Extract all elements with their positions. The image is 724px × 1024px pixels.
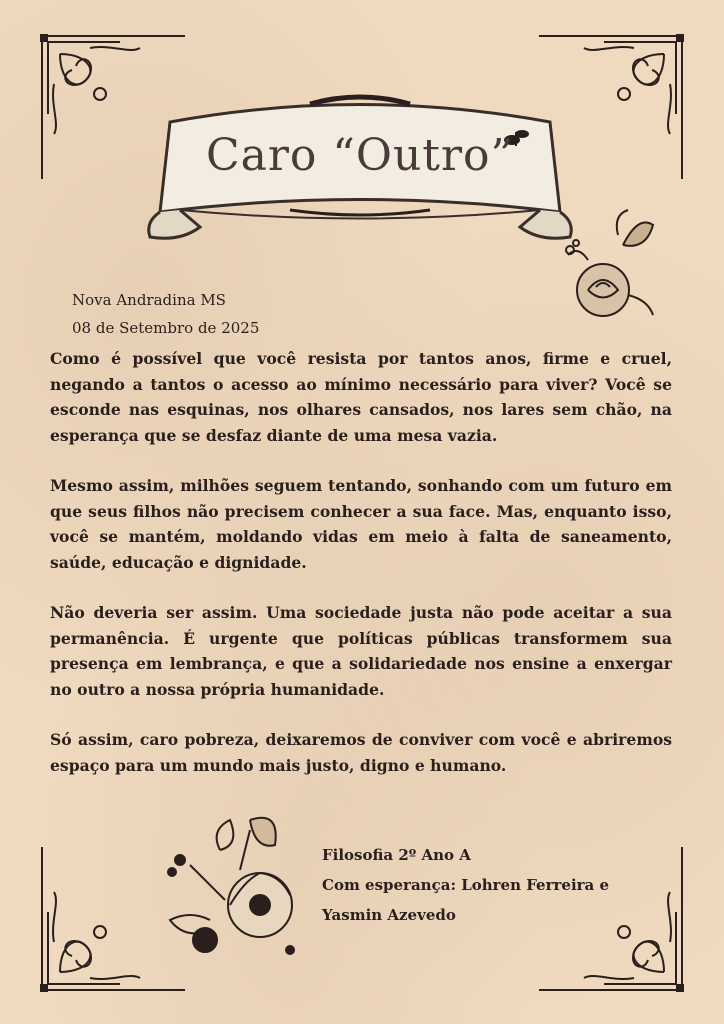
letter-date: 08 de Setembro de 2025 [72,319,260,337]
signature-authors: Com esperança: Lohren Ferreira e Yasmin Azevedo [322,876,610,924]
signature-block [322,840,672,930]
paragraph: Só assim, caro pobreza, deixaremos de conviver com você e abriremos espaço para um mundo mais justo, digno e humano. [50,730,672,775]
paragraph: Como é possível que você resista por tantos anos, firme e cruel, negando a tantos o acesso ao mínimo necessário para viver? Você se esconde nas esquinas, nos olhares cansados, nos lares sem chão, na esperança que se desfaz diante de uma mesa vazia. [50,349,672,445]
rose-icon [558,205,658,325]
letter-place: Nova Andradina MS [72,291,226,309]
flower-bouquet-icon [150,810,315,970]
paragraph: Não deveria ser assim. Uma sociedade justa não pode aceitar a sua permanência. É urgente que políticas públicas transformem sua presença em lembrança, e que a solidariedade nos ensine a enxergar no outro a nossa própria humanidade. [50,603,672,699]
paragraph: Mesmo assim, milhões seguem tentando, sonhando com um futuro em que seus filhos não precisem conhecer a sua face. Mas, enquanto isso, você se mantém, moldando vidas em meio à falta de saneamento, saúde, educação e dignidade. [50,476,672,572]
signature-class: Filosofia 2º Ano A [322,846,471,864]
letter-body [50,346,672,803]
page-title: Caro “Outro” [205,130,514,181]
